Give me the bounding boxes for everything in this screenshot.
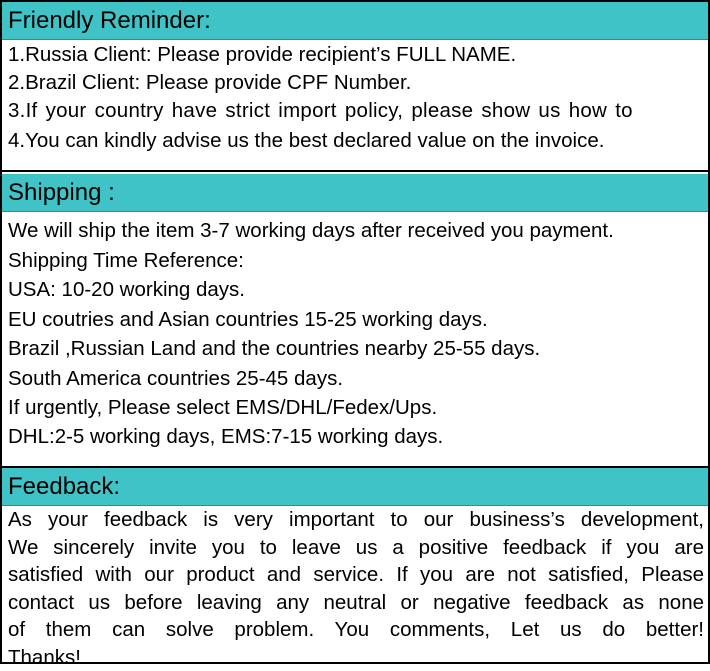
shipping-line-1: We will ship the item 3-7 working days after received you payment. [8, 216, 614, 245]
reminder-line-1: 1.Russia Client: Please provide recipient’s FULL NAME. [8, 40, 516, 69]
shipping-line-4: EU coutries and Asian countries 15-25 working days. [8, 305, 488, 334]
feedback-paragraph [8, 506, 704, 671]
feedback-line-6: Thanks! [8, 644, 704, 671]
feedback-line-5: of them can solve problem. You comments, Let us do better! [8, 616, 704, 644]
shipping-header [2, 174, 708, 212]
shipping-title: Shipping : [8, 179, 115, 206]
shipping-line-5: Brazil ,Russian Land and the countries nearby 25-55 days. [8, 334, 540, 363]
shipping-line-3: USA: 10-20 working days. [8, 275, 245, 304]
shipping-line-6: South America countries 25-45 days. [8, 364, 343, 393]
feedback-line-1: As your feedback is very important to our business’s development, [8, 506, 704, 534]
reminder-header [2, 2, 708, 40]
reminder-line-4: 4.You can kindly advise us the best declared value on the invoice. [8, 126, 604, 155]
feedback-header [2, 468, 708, 506]
section-divider [2, 170, 708, 172]
shipping-line-8: DHL:2-5 working days, EMS:7-15 working days. [8, 422, 443, 451]
reminder-line-3: 3.If your country have strict import policy, please show us how to [8, 96, 633, 125]
feedback-line-2: We sincerely invite you to leave us a positive feedback if you are [8, 534, 704, 562]
shipping-line-7: If urgently, Please select EMS/DHL/Fedex/Ups. [8, 393, 437, 422]
shipping-line-2: Shipping Time Reference: [8, 246, 244, 275]
feedback-title: Feedback: [8, 473, 120, 500]
feedback-line-3: satisfied with our product and service. If you are not satisfied, Please [8, 561, 704, 589]
reminder-line-2: 2.Brazil Client: Please provide CPF Number. [8, 68, 411, 97]
reminder-title: Friendly Reminder: [8, 7, 211, 34]
feedback-line-4: contact us before leaving any neutral or negative feedback as none [8, 589, 704, 617]
